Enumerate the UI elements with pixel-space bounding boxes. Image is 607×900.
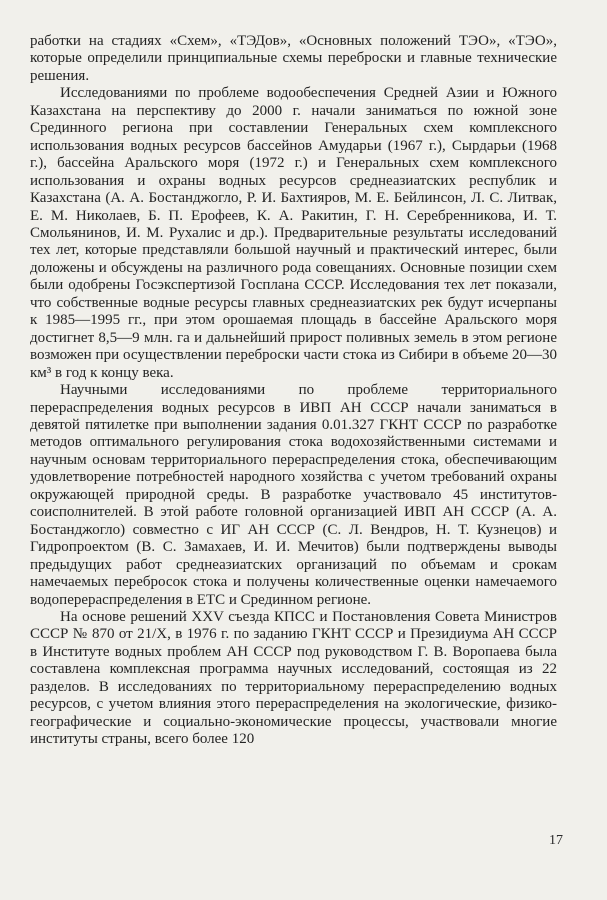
body-text: [30, 33, 557, 749]
page-number: 17: [549, 833, 563, 848]
paragraph-ivp-research: Научными исследованиями по проблеме территориального перераспределения водных ресурсов в ИВП АН СССР начали заниматься в девятой пятилетке при выполнении задания 0.01.327 ГКНТ СССР по разработке методов оптимального регулирования стока водохозяйственными системами и научным основам территориального перераспределения стока, обеспечивающим удовлетворение потребностей народного хозяйства с учетом требований охраны окружающей природной среды. В разработке участвовало 45 институтов-соисполнителей. В этой работе головной организацией ИВП АН СССР (А. А. Бостанджогло) совместно с ИГ АН СССР (С. Л. Вендров, Н. Т. Кузнецов) и Гидропроектом (В. С. Замахаев, И. И. Мечитов) были подтверждены выводы предыдущих работ среднеазиатских организаций по объемам и срокам намечаемых перебросок стока и получены количественные оценки намечаемого водоперераспределения в ЕТС и Срединном регионе.: [30, 382, 557, 608]
paragraph-xxv-congress: На основе решений XXV съезда КПСС и Постановления Совета Министров СССР № 870 от 21/X, в 1976 г. по заданию ГКНТ СССР и Президиума АН СССР в Институте водных проблем АН СССР под руководством Г. В. Воропаева была составлена комплексная программа научных исследований, состоящая из 22 разделов. В исследованиях по территориальному перераспределению водных ресурсов, с учетом влияния этого перераспределения на экологические, физико-географические и социально-экономические процессы, участвовали многие институты страны, всего более 120: [30, 608, 557, 748]
paragraph-central-asia-research: Исследованиями по проблеме водообеспечения Средней Азии и Южного Казахстана на перспективу до 2000 г. начали заниматься по южной зоне Срединного региона при составлении Генеральных схем комплексного использования водных ресурсов бассейнов Амударьи (1967 г.), Сырдарьи (1968 г.), бассейна Аральского моря (1972 г.) и Генеральных схем комплексного использования и охраны водных ресурсов среднеазиатских республик и Казахстана (А. А. Бостанджогло, Р. И. Бахтияров, М. Е. Бейлинсон, Л. С. Литвак, Е. М. Николаев, Б. П. Ерофеев, К. А. Ракитин, Г. Н. Серебренникова, И. Т. Смольянинов, И. М. Рухалис и др.). Предварительные результаты исследований тех лет, которые представляли большой научный и практический интерес, были доложены и обсуждены на различного рода совещаниях. Основные позиции схем были одобрены Госэкспертизой Госплана СССР. Исследования тех лет показали, что собственные водные ресурсы главных среднеазиатских рек будут исчерпаны к 1985—1995 гг., при этом орошаемая площадь в бассейне Аральского моря достигнет 8,5—9 млн. га и дальнейший прирост поливных земель в этом регионе возможен при осуществлении переброски части стока из Сибири в объеме 20—30 км³ в год к концу века.: [30, 85, 557, 381]
paragraph-continuation: работки на стадиях «Схем», «ТЭДов», «Основных положений ТЭО», «ТЭО», которые определили принципиальные схемы переброски и главные технические решения.: [30, 33, 557, 84]
